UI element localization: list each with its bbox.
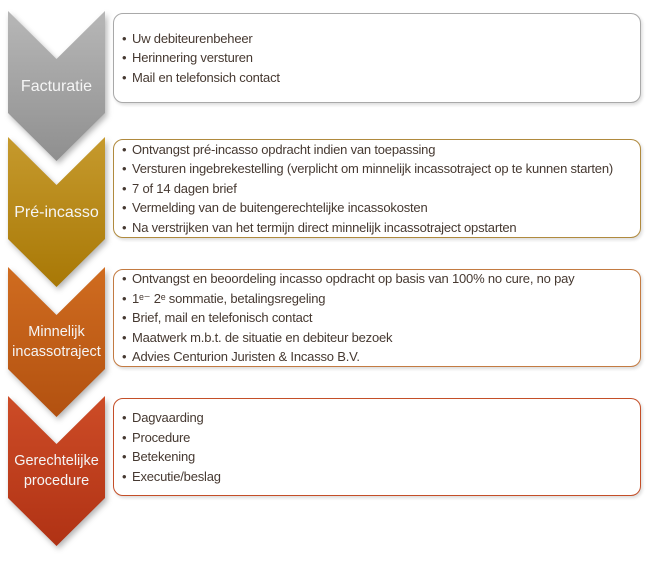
bullet-text: Dagvaarding: [132, 410, 204, 425]
bullet-text: Ontvangst pré-incasso opdracht indien van toepassing: [132, 141, 436, 157]
bullet-text: Mail en telefonsich contact: [132, 69, 280, 85]
bullet-icon: •: [122, 161, 127, 177]
bullet-icon: •: [122, 69, 127, 85]
bullet-icon: •: [122, 429, 127, 445]
bullet-icon: •: [122, 271, 127, 287]
bullet-item: [122, 159, 634, 179]
bullet-icon: •: [122, 180, 127, 196]
chevron-down-shape: [8, 11, 105, 161]
bullet-item: [122, 308, 634, 328]
stage-label-line: Gerechtelijke: [14, 453, 99, 469]
gerechtelijke-procedure-details-box: [113, 398, 641, 496]
bullet-icon: •: [122, 468, 127, 484]
minnelijk-incassotraject-details-box: [113, 269, 641, 367]
bullet-icon: •: [122, 200, 127, 216]
bullet-item: [122, 408, 634, 428]
bullet-item: [122, 68, 634, 88]
stage-label: [8, 185, 105, 239]
bullet-text: Uw debiteurenbeheer: [132, 30, 253, 46]
bullet-icon: •: [122, 30, 127, 46]
bullet-icon: •: [122, 219, 127, 235]
bullet-icon: •: [122, 410, 127, 425]
stage-label-line: Facturatie: [20, 77, 93, 95]
bullet-item: [122, 428, 634, 448]
bullet-text: Herinnering versturen: [132, 50, 253, 66]
bullet-text: Brief, mail en telefonisch contact: [132, 310, 313, 326]
bullet-icon: •: [122, 50, 127, 66]
bullet-text: 7 of 14 dagen brief: [132, 180, 237, 196]
bullet-item: [122, 218, 634, 238]
bullet-item: [122, 289, 634, 309]
bullet-item: [122, 198, 634, 218]
bullet-icon: •: [122, 310, 127, 326]
chevron-down-shape: [8, 267, 105, 417]
bullet-item: [122, 48, 634, 68]
bullet-icon: •: [122, 290, 127, 306]
bullet-text: Vermelding van de buitengerechtelijke incassokosten: [132, 200, 428, 216]
stage-label-line: Pré-incasso: [14, 203, 99, 221]
bullet-text: Executie/beslag: [132, 468, 221, 484]
bullet-icon: •: [122, 329, 127, 345]
bullet-item: [122, 347, 634, 367]
bullet-item: [122, 328, 634, 348]
bullet-text: Na verstrijken van het termijn direct minnelijk incassotraject opstarten: [132, 219, 517, 235]
bullet-text: Betekening: [132, 449, 196, 464]
bullet-icon: •: [122, 449, 127, 464]
stage-label: [8, 59, 105, 113]
bullet-text: Ontvangst en beoordeling incasso opdracht op basis van 100% no cure, no pay: [132, 271, 575, 287]
bullet-item: [122, 467, 634, 487]
bullet-text: Versturen ingebrekestelling (verplicht om minnelijk incassotraject op te kunnen starten): [132, 161, 613, 177]
bullet-text: Procedure: [132, 429, 191, 445]
bullet-text: Maatwerk m.b.t. de situatie en debiteur bezoek: [132, 329, 393, 345]
bullet-text: Advies Centurion Juristen & Incasso B.V.: [132, 349, 360, 365]
stage-label: [8, 444, 105, 498]
stage-label-line: procedure: [23, 473, 90, 489]
bullet-item: [122, 269, 634, 289]
stage-label-line: Minnelijk: [28, 324, 85, 340]
bullet-item: [122, 140, 634, 160]
bullet-item: [122, 447, 634, 467]
bullet-item: [122, 29, 634, 49]
chevron-down-shape: [8, 396, 105, 546]
bullet-icon: •: [122, 141, 127, 157]
stage-label: [8, 315, 105, 369]
bullet-item: [122, 179, 634, 199]
bullet-icon: •: [122, 349, 127, 365]
bullet-text: 1ᵉ⁻ 2ᵉ sommatie, betalingsregeling: [132, 290, 326, 306]
stage-label-line: incassotraject: [12, 344, 101, 360]
pre-incasso-details-box: [113, 139, 641, 238]
facturatie-details-box: [113, 13, 641, 103]
